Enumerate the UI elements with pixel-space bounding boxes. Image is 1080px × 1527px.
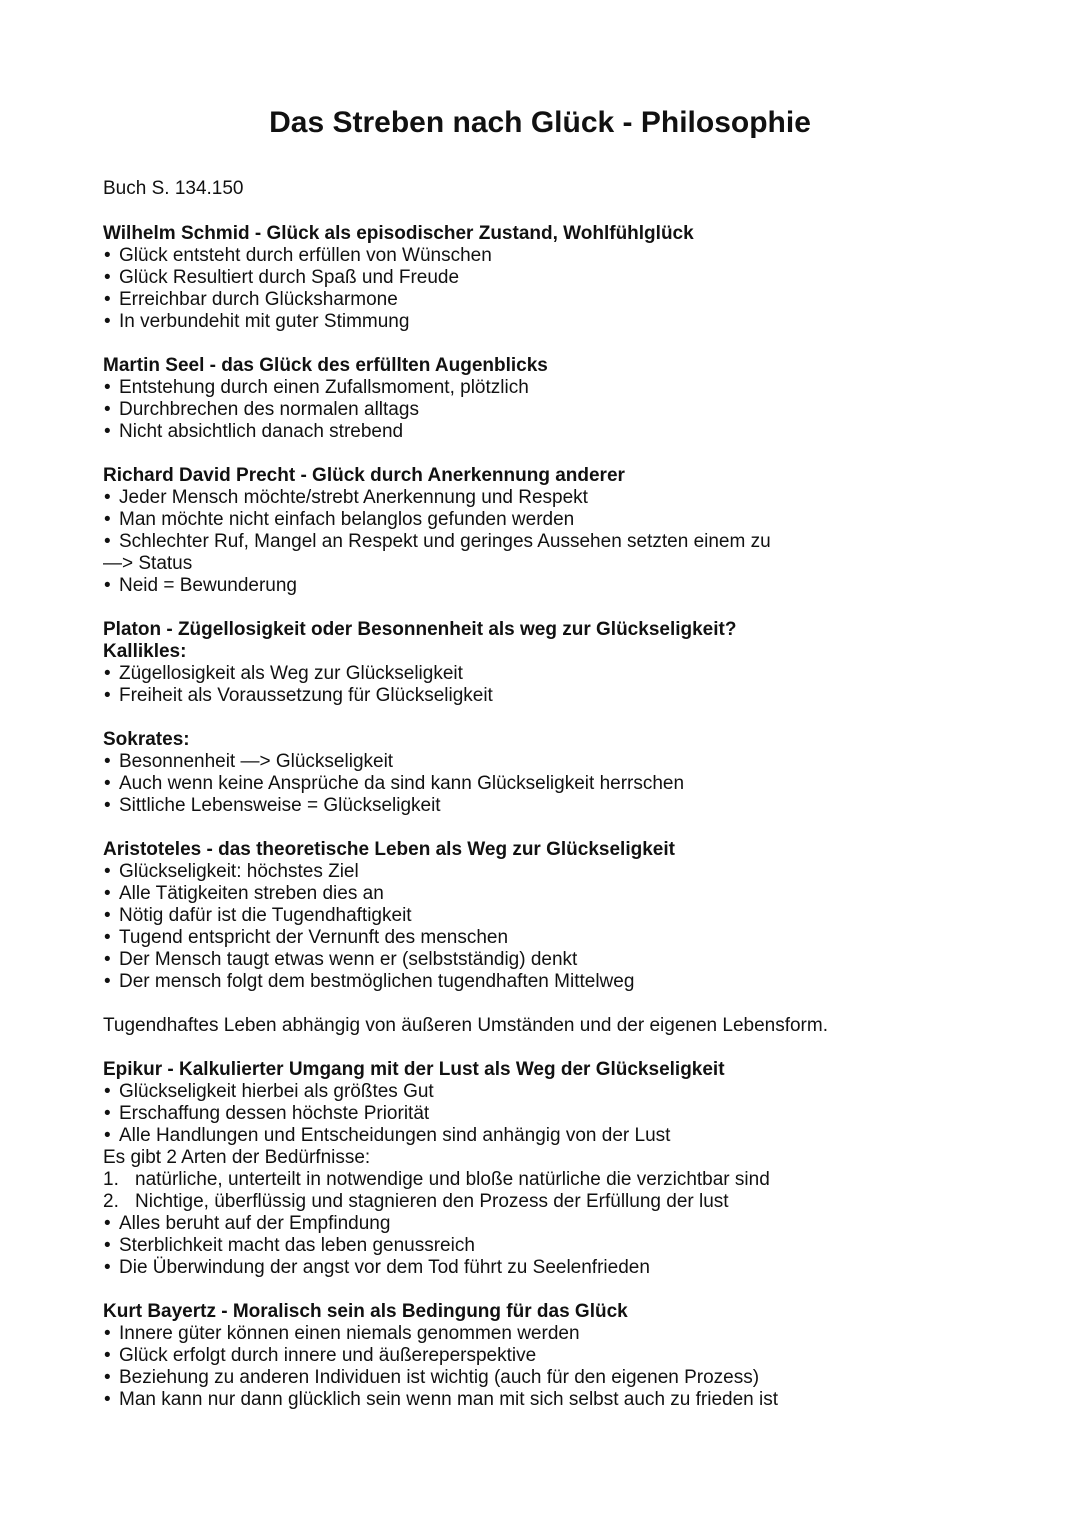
- book-reference: Buch S. 134.150: [103, 178, 244, 199]
- list-item: • Innere güter können einen niemals genommen werden: [103, 1323, 1003, 1345]
- summary-text: Tugendhaftes Leben abhängig von äußeren Umständen und der eigenen Lebensform.: [103, 1015, 828, 1036]
- list-item: • Freiheit als Voraussetzung für Glückseligkeit: [103, 685, 1003, 707]
- list-item: • Der Mensch taugt etwas wenn er (selbstständig) denkt: [103, 949, 1003, 971]
- list-item: • Tugend entspricht der Vernunft des menschen: [103, 927, 1003, 949]
- needs-intro: Es gibt 2 Arten der Bedürfnisse:: [103, 1147, 371, 1168]
- section-platon: [103, 619, 1003, 707]
- list-item: • Schlechter Ruf, Mangel an Respekt und geringes Aussehen setzten einem zu: [103, 531, 1003, 553]
- item-text: Nichtige, überflüssig und stagnieren den Prozess der Erfüllung der lust: [135, 1191, 729, 1212]
- list-item: • Man kann nur dann glücklich sein wenn man mit sich selbst auch zu frieden ist: [103, 1389, 1003, 1411]
- arrow-line: —> Status: [103, 553, 193, 574]
- section-heading: Aristoteles - das theoretische Leben als Weg zur Glückseligkeit: [103, 839, 675, 860]
- list-item: • Nicht absichtlich danach strebend: [103, 421, 1003, 443]
- section-heading: Kurt Bayertz - Moralisch sein als Bedingung für das Glück: [103, 1301, 628, 1322]
- subsection-heading: Kallikles:: [103, 641, 187, 662]
- section-heading: Platon - Zügellosigkeit oder Besonnenheit als weg zur Glückseligkeit?: [103, 619, 737, 640]
- list-item: • Glück entsteht durch erfüllen von Wünschen: [103, 245, 1003, 267]
- section-bayertz: [103, 1301, 1003, 1411]
- bullet-list: [103, 377, 1003, 443]
- section-epikur: [103, 1059, 1003, 1279]
- numbered-item: [103, 1169, 1003, 1191]
- item-number: 2.: [103, 1191, 119, 1212]
- document-content: [103, 223, 1003, 1433]
- list-item: • Neid = Bewunderung: [103, 575, 1003, 597]
- bullet-list: [103, 663, 1003, 707]
- bullet-list: [103, 861, 1003, 993]
- section-heading: Richard David Precht - Glück durch Anerkennung anderer: [103, 465, 625, 486]
- list-item: • Alle Tätigkeiten streben dies an: [103, 883, 1003, 905]
- list-item: • Glückseligkeit: höchstes Ziel: [103, 861, 1003, 883]
- bullet-list: [103, 245, 1003, 333]
- list-item: • Sittliche Lebensweise = Glückseligkeit: [103, 795, 1003, 817]
- section-sokrates: [103, 729, 1003, 817]
- section-precht: [103, 465, 1003, 597]
- numbered-item: [103, 1191, 1003, 1213]
- section-heading: Sokrates:: [103, 729, 190, 750]
- bullet-list: [103, 575, 1003, 597]
- list-item: • Jeder Mensch möchte/strebt Anerkennung und Respekt: [103, 487, 1003, 509]
- list-item: • Durchbrechen des normalen alltags: [103, 399, 1003, 421]
- list-item: • Zügellosigkeit als Weg zur Glückseligkeit: [103, 663, 1003, 685]
- list-item: • Die Überwindung der angst vor dem Tod führt zu Seelenfrieden: [103, 1257, 1003, 1279]
- section-aristoteles: [103, 839, 1003, 1037]
- bullet-list: [103, 1081, 1003, 1147]
- list-item: • Entstehung durch einen Zufallsmoment, plötzlich: [103, 377, 1003, 399]
- item-text: natürliche, unterteilt in notwendige und bloße natürliche die verzichtbar sind: [135, 1169, 770, 1190]
- bullet-list: [103, 1323, 1003, 1411]
- page-title: Das Streben nach Glück - Philosophie: [269, 106, 811, 139]
- list-item: • Auch wenn keine Ansprüche da sind kann Glückseligkeit herrschen: [103, 773, 1003, 795]
- numbered-list: [103, 1169, 1003, 1213]
- list-item: • Alles beruht auf der Empfindung: [103, 1213, 1003, 1235]
- section-heading: Epikur - Kalkulierter Umgang mit der Lust als Weg der Glückseligkeit: [103, 1059, 725, 1080]
- list-item: • Nötig dafür ist die Tugendhaftigkeit: [103, 905, 1003, 927]
- list-item: • In verbundehit mit guter Stimmung: [103, 311, 1003, 333]
- list-item: • Erschaffung dessen höchste Priorität: [103, 1103, 1003, 1125]
- list-item: • Glückseligkeit hierbei als größtes Gut: [103, 1081, 1003, 1103]
- bullet-list: [103, 487, 1003, 553]
- list-item: • Sterblichkeit macht das leben genussreich: [103, 1235, 1003, 1257]
- list-item: • Glück Resultiert durch Spaß und Freude: [103, 267, 1003, 289]
- list-item: • Man möchte nicht einfach belanglos gefunden werden: [103, 509, 1003, 531]
- list-item: • Beziehung zu anderen Individuen ist wichtig (auch für den eigenen Prozess): [103, 1367, 1003, 1389]
- list-item: • Glück erfolgt durch innere und äußereperspektive: [103, 1345, 1003, 1367]
- list-item: • Der mensch folgt dem bestmöglichen tugendhaften Mittelweg: [103, 971, 1003, 993]
- list-item: • Alle Handlungen und Entscheidungen sind anhängig von der Lust: [103, 1125, 1003, 1147]
- list-item: • Besonnenheit —> Glückseligkeit: [103, 751, 1003, 773]
- section-seel: [103, 355, 1003, 443]
- list-item: • Erreichbar durch Glücksharmone: [103, 289, 1003, 311]
- bullet-list: [103, 751, 1003, 817]
- bullet-list: [103, 1213, 1003, 1279]
- section-heading: Martin Seel - das Glück des erfüllten Augenblicks: [103, 355, 548, 376]
- spacer: [103, 993, 1003, 1015]
- section-heading: Wilhelm Schmid - Glück als episodischer Zustand, Wohlfühlglück: [103, 223, 694, 244]
- section-schmid: [103, 223, 1003, 333]
- item-number: 1.: [103, 1169, 119, 1190]
